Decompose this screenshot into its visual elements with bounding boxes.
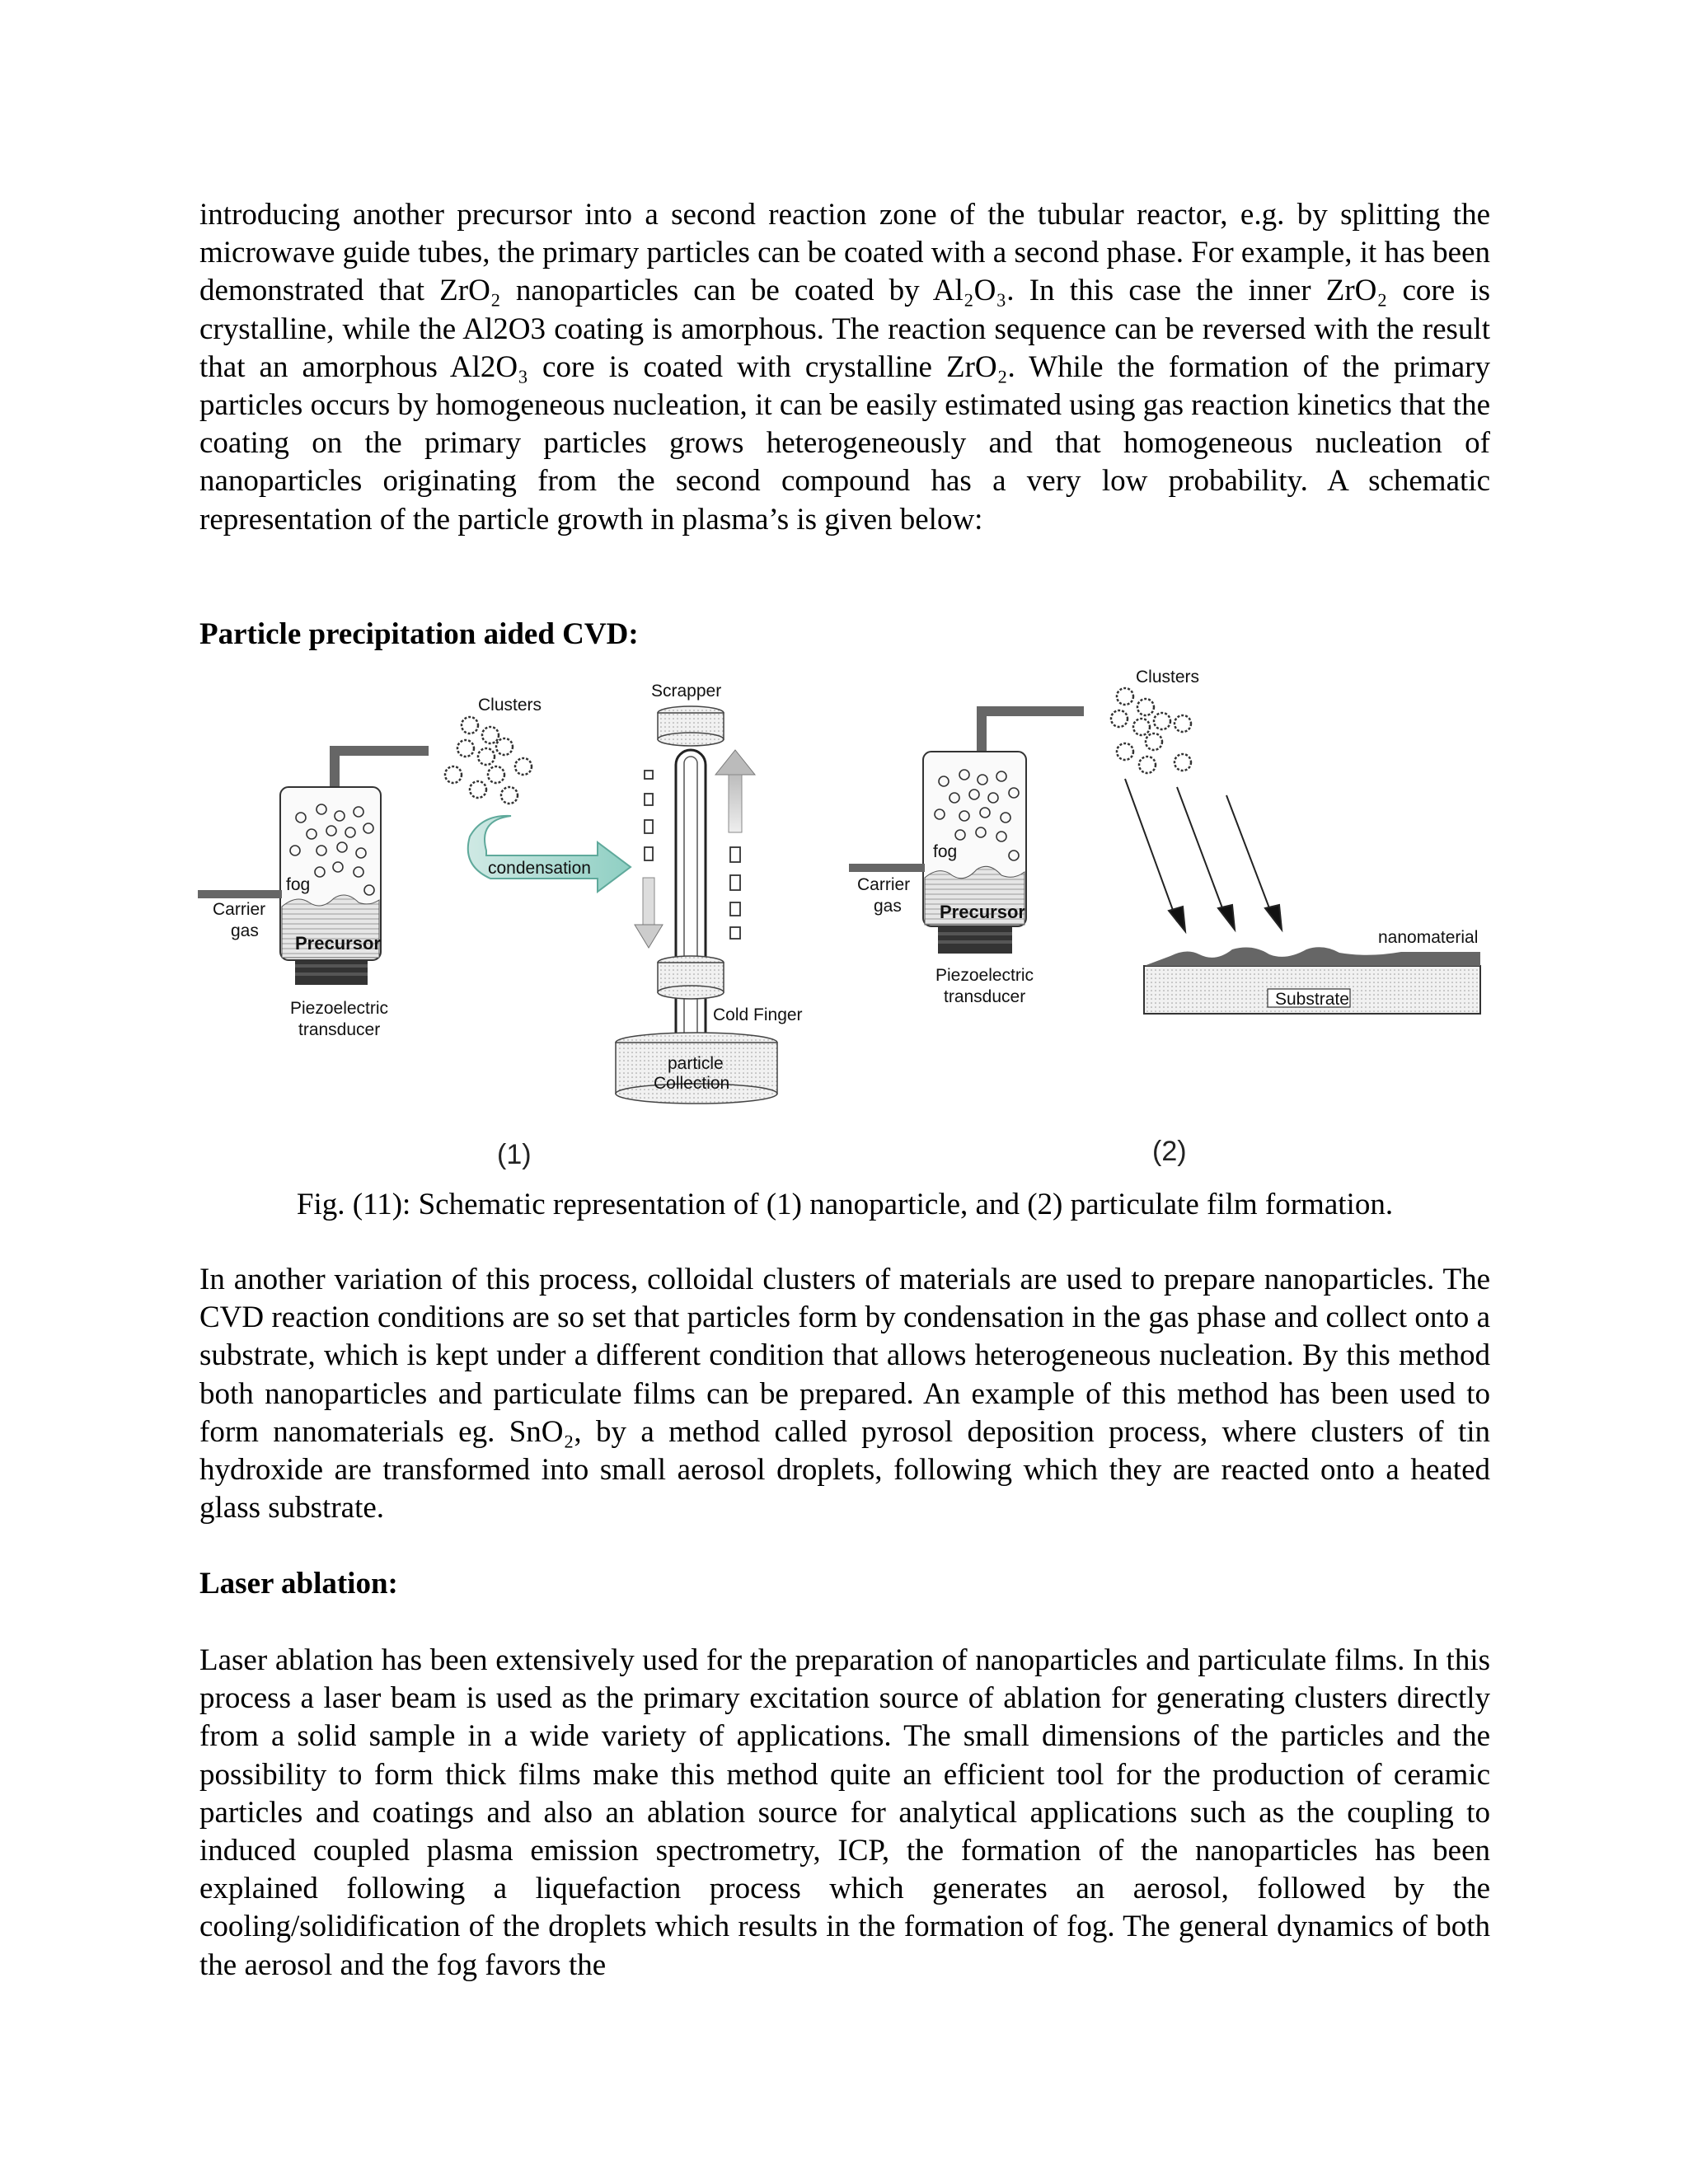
label-gas-2: gas xyxy=(874,897,902,916)
label-carrier-2: Carrier xyxy=(857,875,911,894)
label-precursor-2: Precursor xyxy=(940,902,1025,922)
paragraph-colloidal: In another variation of this process, colloidal clusters of materials are used to prepare nanoparticles. The CVD reaction conditions are so set that particles form by condensation in the gas phase and collect onto a substrate, which is kept under a different condition that allows heterogeneous nucleation. By this method both nanoparticles and particulate films can be prepared. An example of this method has been used to form nanomaterials eg. SnO₂, by a method called pyrosol deposition process, where clusters of tin hydroxide are transformed into small aerosol droplets, following which they are reacted onto a heated glass substrate. xyxy=(199,1263,1490,1526)
clusters-2 xyxy=(1111,688,1191,773)
substrate-block xyxy=(1144,947,1480,1014)
figure-schematic xyxy=(198,659,1500,1179)
particle-collection xyxy=(616,1033,777,1104)
label-fog-2: fog xyxy=(933,842,958,861)
label-piezo-2: Piezoelectric xyxy=(935,966,1034,985)
label-precursor-1: Precursor xyxy=(295,933,381,954)
panel-1 xyxy=(198,682,803,1170)
clusters-1 xyxy=(445,717,532,804)
label-collection: Collection xyxy=(654,1074,730,1093)
heading-cvd: Particle precipitation aided CVD: xyxy=(199,617,639,651)
label-clusters-1: Clusters xyxy=(478,696,542,715)
particles-left xyxy=(645,771,653,860)
label-nanomaterial: nanomaterial xyxy=(1378,928,1479,947)
cold-finger xyxy=(676,750,706,1071)
label-transducer-1: transducer xyxy=(298,1020,381,1039)
carrier-pipe-1 xyxy=(198,890,282,898)
paragraph-intro: introducing another precursor into a second reaction zone of the tubular reactor, e.g. by splitting the microwave guide tubes, the primary particles can be coated with a second phase. For example, it has been demonstrated that ZrO₂ nanoparticles can be coated by Al₂O₃. In this case the inner ZrO₂ core is crystalline, while the Al2O3 coating is amorphous. The reaction sequence can be reversed with the result that an amorphous Al2O₃ core is coated with crystalline ZrO₂. While the formation of the primary particles occurs by homogeneous nucleation, it can be easily estimated using gas reaction kinetics that the coating on the primary particles grows heterogeneously and that homogeneous nucleation of nanoparticles originating from the second compound has a very low probability. A schematic representation of the particle growth in plasma’s is given below: xyxy=(199,198,1490,537)
label-piezo-1: Piezoelectric xyxy=(290,999,389,1018)
figure-caption: Fig. (11): Schematic representation of (1) nanoparticle, and (2) particulate film formation. xyxy=(296,1188,1394,1221)
label-fog-1: fog xyxy=(286,875,311,894)
label-condensation: condensation xyxy=(488,859,591,878)
label-substrate: Substrate xyxy=(1275,990,1349,1009)
label-cold-finger: Cold Finger xyxy=(713,1005,803,1024)
particles-right xyxy=(730,847,740,939)
label-scrapper: Scrapper xyxy=(651,682,722,701)
down-arrow xyxy=(635,878,663,948)
label-transducer-2: transducer xyxy=(944,987,1026,1006)
panel-number-2: (2) xyxy=(1152,1136,1187,1167)
deposition-arrows xyxy=(1125,779,1282,931)
carrier-pipe-2 xyxy=(849,864,925,872)
label-particle: particle xyxy=(668,1054,724,1073)
label-clusters-2: Clusters xyxy=(1136,668,1200,687)
panel-number-1: (1) xyxy=(497,1139,532,1170)
outlet-pipe-2 xyxy=(977,706,1084,752)
paragraph-laser: Laser ablation has been extensively used for the preparation of nanoparticles and particulate films. In this process a laser beam is used as the primary excitation source of ablation for generating clusters directly from a solid sample in a wide variety of applications. The small dimensions of the particles and the possibility to form thick films make this method quite an efficient tool for the production of ceramic particles and coatings and also an ablation source for analytical applications such as the coupling to induced coupled plasma emission spectrometry, ICP, the formation of the nanoparticles has been explained following a liquefaction process which generates an aerosol, followed by the cooling/solidification of the droplets which results in the formation of fog. The general dynamics of both the aerosol and the fog favors the xyxy=(199,1643,1490,1982)
condensation-arrow xyxy=(468,816,631,892)
label-gas-1: gas xyxy=(231,921,259,940)
up-arrow xyxy=(715,750,755,832)
scrapper xyxy=(658,706,724,746)
panel-2 xyxy=(849,668,1480,1167)
figure-11 xyxy=(198,659,1500,1179)
outlet-pipe-1 xyxy=(330,746,429,791)
rod-holder xyxy=(658,956,724,999)
label-carrier-1: Carrier xyxy=(213,900,266,919)
heading-laser: Laser ablation: xyxy=(199,1567,398,1601)
